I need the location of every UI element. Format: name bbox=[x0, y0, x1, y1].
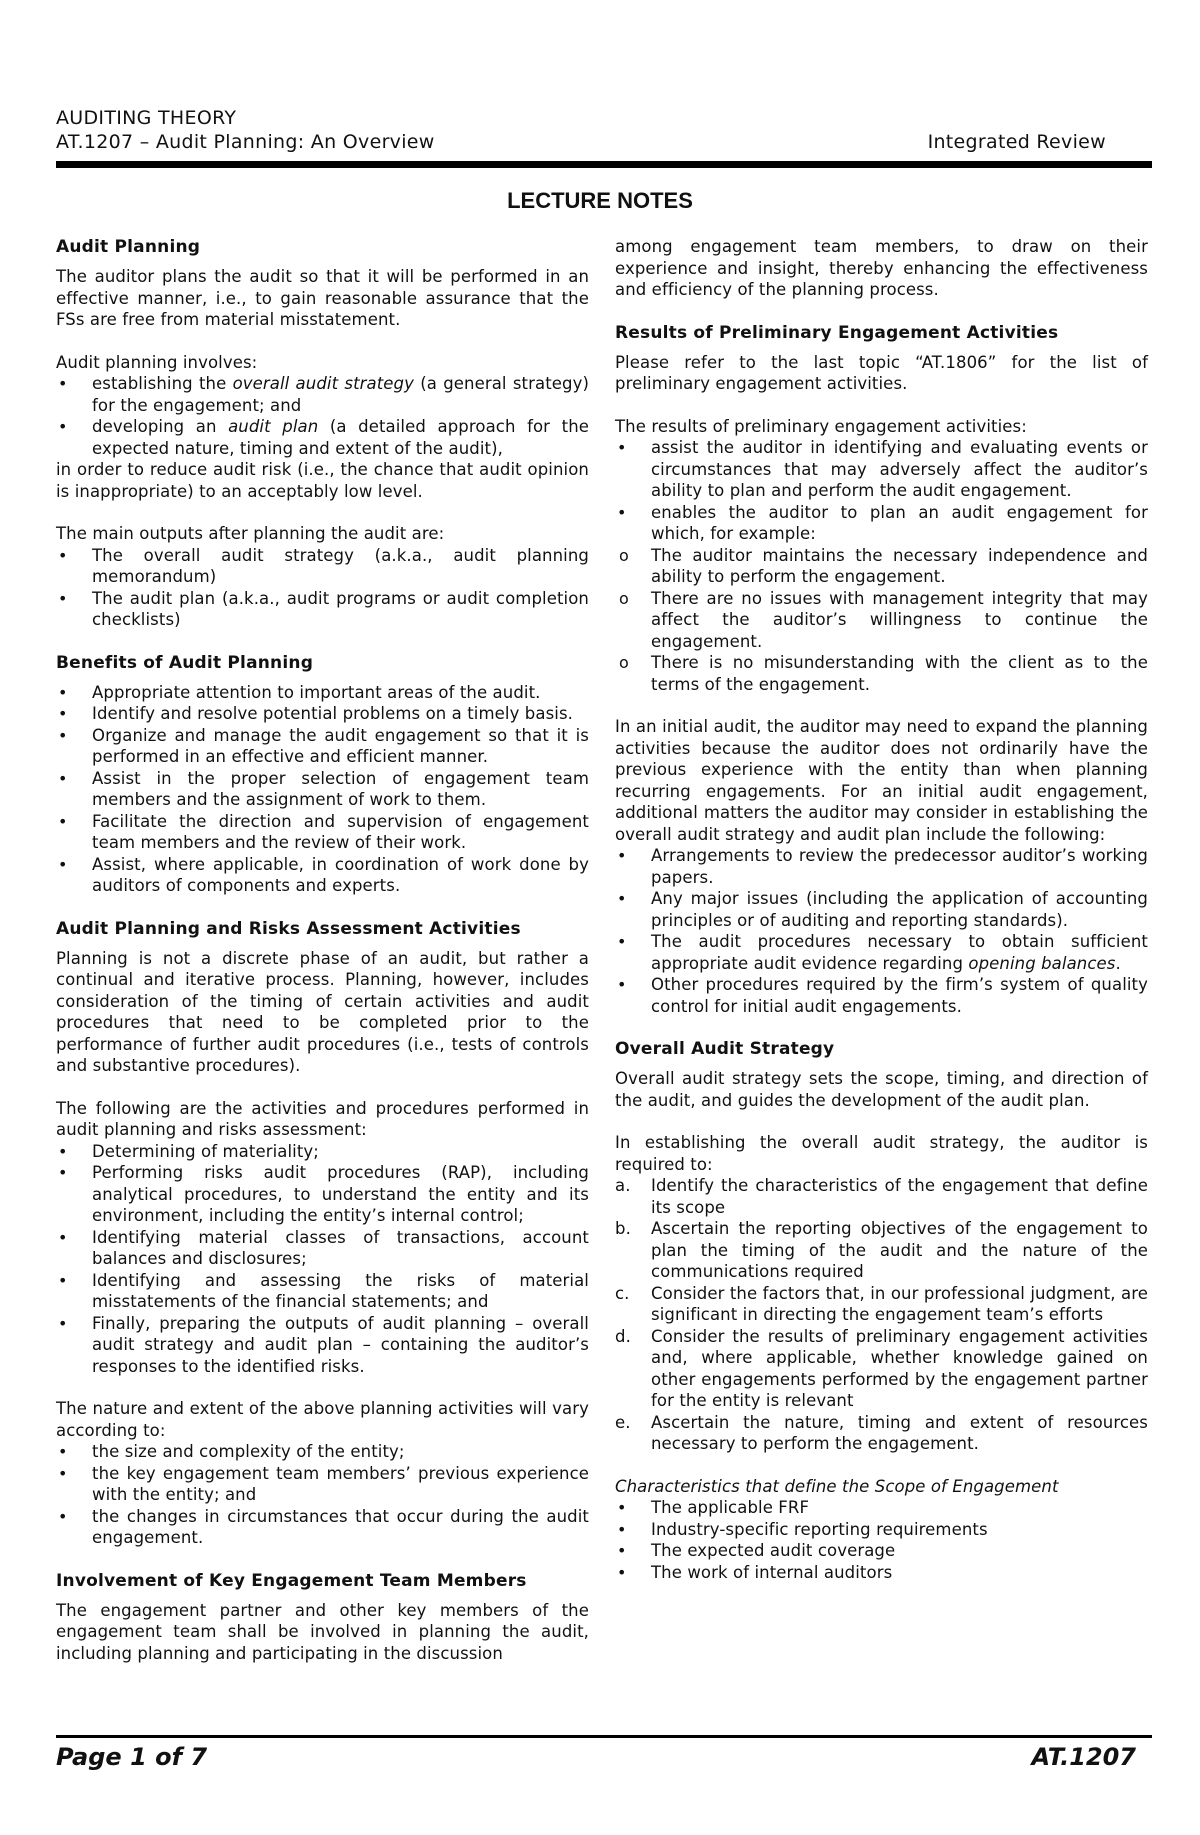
results-sublist bbox=[615, 545, 1148, 696]
outputs-list bbox=[56, 545, 589, 631]
list-item: • assist the auditor in identifying and evaluating events or circumstances that may adversely affect the auditor’s ability to plan and perform the audit engagement. bbox=[615, 437, 1148, 502]
risk-activities-list bbox=[56, 1141, 589, 1378]
right-column bbox=[615, 236, 1148, 1583]
page-header bbox=[56, 106, 1106, 154]
results-para-2: The results of preliminary engagement activities: bbox=[615, 416, 1027, 436]
list-item: • The expected audit coverage bbox=[615, 1540, 1148, 1562]
list-item: • The audit plan (a.k.a., audit programs or audit completion checklists) bbox=[56, 588, 589, 631]
list-item: e. Ascertain the nature, timing and extent of resources necessary to perform the engagement. bbox=[615, 1412, 1148, 1453]
heading-audit-planning: Audit Planning bbox=[56, 237, 201, 257]
list-item: • Identifying and assessing the risks of material misstatements of the financial statements; and bbox=[56, 1270, 589, 1313]
list-item: • the changes in circumstances that occur during the audit engagement. bbox=[56, 1506, 589, 1549]
benefits-list bbox=[56, 682, 589, 897]
involves-list bbox=[56, 373, 589, 459]
document-code: AT.1207 bbox=[1031, 1743, 1136, 1771]
outputs-lead: The main outputs after planning the audit are: bbox=[56, 524, 445, 543]
list-item: • Finally, preparing the outputs of audit planning – overall audit strategy and audit plan – containing the auditor’s responses to the identified risks. bbox=[56, 1313, 589, 1378]
list-item: • enables the auditor to plan an audit engagement for which, for example: o The auditor maintains the necessary independence and ability to perform the engagement. o There are no issues with management integrity that may affect the auditor’s willingness to continue the engagement. o There is no misunderstanding with the client as to the terms of the engagement. bbox=[615, 502, 1148, 696]
risk-para-3: The nature and extent of the above planning activities will vary according to: bbox=[56, 1399, 589, 1440]
initial-audit-para: In an initial audit, the auditor may need to expand the planning activities because the auditor does not ordinarily have the previous experience with the entity than when planning recurring engagements. For an initial audit engagement, additional matters the auditor may consider in establishing the overall audit strategy and audit plan include the following: bbox=[615, 717, 1148, 844]
term-overall-audit-strategy: overall audit strategy bbox=[232, 374, 414, 393]
list-item: • the key engagement team members’ previous experience with the entity; and bbox=[56, 1463, 589, 1506]
list-item: • Identify and resolve potential problems on a timely basis. bbox=[56, 703, 589, 725]
program-label: Integrated Review bbox=[927, 131, 1106, 153]
list-item: • Industry-specific reporting requirements bbox=[615, 1519, 1148, 1541]
results-para-1: Please refer to the last topic “AT.1806” for the list of preliminary engagement activities. bbox=[615, 352, 1148, 393]
scope-list bbox=[615, 1497, 1148, 1583]
involves-closing: in order to reduce audit risk (i.e., the chance that audit opinion is inappropriate) to an acceptably low level. bbox=[56, 460, 589, 501]
list-item: • Assist in the proper selection of engagement team members and the assignment of work to them. bbox=[56, 768, 589, 811]
term-audit-plan: audit plan bbox=[228, 417, 319, 436]
sub-item: o There are no issues with management integrity that may affect the auditor’s willingness to continue the engagement. bbox=[615, 588, 1148, 653]
continuation-para: among engagement team members, to draw on their experience and insight, thereby enhancing the effectiveness and efficiency of the planning process. bbox=[615, 237, 1148, 299]
list-item: • Any major issues (including the application of accounting principles or of auditing and reporting standards). bbox=[615, 888, 1148, 931]
list-item: • Performing risks audit procedures (RAP), including analytical procedures, to understand the entity and its environment, including the entity’s internal control; bbox=[56, 1162, 589, 1227]
list-item: • Other procedures required by the firm’s system of quality control for initial audit engagements. bbox=[615, 974, 1148, 1017]
lecture-title: LECTURE NOTES bbox=[507, 188, 693, 213]
footer-divider bbox=[56, 1735, 1152, 1738]
strategy-steps bbox=[615, 1175, 1148, 1455]
list-item: d. Consider the results of preliminary engagement activities and, where applicable, whether knowledge gained on other engagements performed by the engagement partner for the entity is relevant bbox=[615, 1326, 1148, 1410]
term-opening-balances: opening balances bbox=[968, 953, 1116, 973]
list-item: • Arrangements to review the predecessor auditor’s working papers. bbox=[615, 845, 1148, 888]
topic-title: AT.1207 – Audit Planning: An Overview bbox=[56, 131, 435, 153]
results-list bbox=[615, 437, 1148, 695]
page-number: Page 1 of 7 bbox=[56, 1743, 208, 1771]
scope-heading: Characteristics that define the Scope of Engagement bbox=[615, 1476, 1059, 1496]
subject-title: AUDITING THEORY bbox=[56, 107, 237, 129]
list-item: • The overall audit strategy (a.k.a., audit planning memorandum) bbox=[56, 545, 589, 588]
vary-list bbox=[56, 1441, 589, 1549]
risk-para-2: The following are the activities and procedures performed in audit planning and risks assessment: bbox=[56, 1098, 589, 1139]
list-item: • The applicable FRF bbox=[615, 1497, 1148, 1519]
heading-risk-assessment: Audit Planning and Risks Assessment Activities bbox=[56, 918, 521, 939]
initial-audit-list bbox=[615, 845, 1148, 1017]
list-item: • Facilitate the direction and supervision of engagement team members and the review of their work. bbox=[56, 811, 589, 854]
audit-planning-intro: The auditor plans the audit so that it will be performed in an effective manner, i.e., to gain reasonable assurance that the FSs are free from material misstatement. bbox=[56, 267, 589, 329]
list-item: • Appropriate attention to important areas of the audit. bbox=[56, 682, 589, 704]
involvement-para: The engagement partner and other key members of the engagement team shall be involved in planning the audit, including planning and participating in the discussion bbox=[56, 1600, 589, 1663]
page-footer bbox=[56, 1743, 1136, 1771]
topic-line bbox=[56, 130, 1106, 154]
left-column bbox=[56, 236, 589, 1664]
list-item: a. Identify the characteristics of the engagement that define its scope bbox=[615, 1176, 1148, 1217]
strategy-para-1: Overall audit strategy sets the scope, timing, and direction of the audit, and guides the development of the audit plan. bbox=[615, 1069, 1148, 1110]
strategy-para-2: In establishing the overall audit strategy, the auditor is required to: bbox=[615, 1133, 1148, 1174]
list-item: • the size and complexity of the entity; bbox=[56, 1441, 589, 1463]
list-item: b. Ascertain the reporting objectives of the engagement to plan the timing of the audit and the nature of the communications required bbox=[615, 1219, 1148, 1281]
list-item: • Organize and manage the audit engagement so that it is performed in an effective and efficient manner. bbox=[56, 725, 589, 768]
list-item: • The audit procedures necessary to obtain sufficient appropriate audit evidence regarding opening balances. bbox=[615, 931, 1148, 974]
risk-para-1: Planning is not a discrete phase of an audit, but rather a continual and iterative process. Planning, however, includes consideration of the timing of certain activities and audit procedures that need to be completed prior to the performance of further audit procedures (i.e., tests of controls and substantive procedures). bbox=[56, 948, 589, 1075]
list-item: • establishing the overall audit strategy (a general strategy) for the engagement; and bbox=[56, 373, 589, 416]
heading-involvement: Involvement of Key Engagement Team Members bbox=[56, 1570, 527, 1591]
sub-item: o The auditor maintains the necessary independence and ability to perform the engagement. bbox=[615, 545, 1148, 588]
involves-lead: Audit planning involves: bbox=[56, 352, 258, 372]
sub-item: o There is no misunderstanding with the client as to the terms of the engagement. bbox=[615, 652, 1148, 695]
heading-overall-strategy: Overall Audit Strategy bbox=[615, 1039, 835, 1059]
heading-results: Results of Preliminary Engagement Activities bbox=[615, 322, 1059, 343]
list-item: • Determining of materiality; bbox=[56, 1141, 589, 1163]
list-item: • Assist, where applicable, in coordination of work done by auditors of components and experts. bbox=[56, 854, 589, 897]
heading-benefits: Benefits of Audit Planning bbox=[56, 652, 314, 673]
list-item: • The work of internal auditors bbox=[615, 1562, 1148, 1584]
list-item: • developing an audit plan (a detailed approach for the expected nature, timing and extent of the audit), bbox=[56, 416, 589, 459]
header-divider bbox=[56, 161, 1152, 168]
list-item: c. Consider the factors that, in our professional judgment, are significant in directing the engagement team’s efforts bbox=[615, 1283, 1148, 1324]
list-item: • Identifying material classes of transactions, account balances and disclosures; bbox=[56, 1227, 589, 1270]
